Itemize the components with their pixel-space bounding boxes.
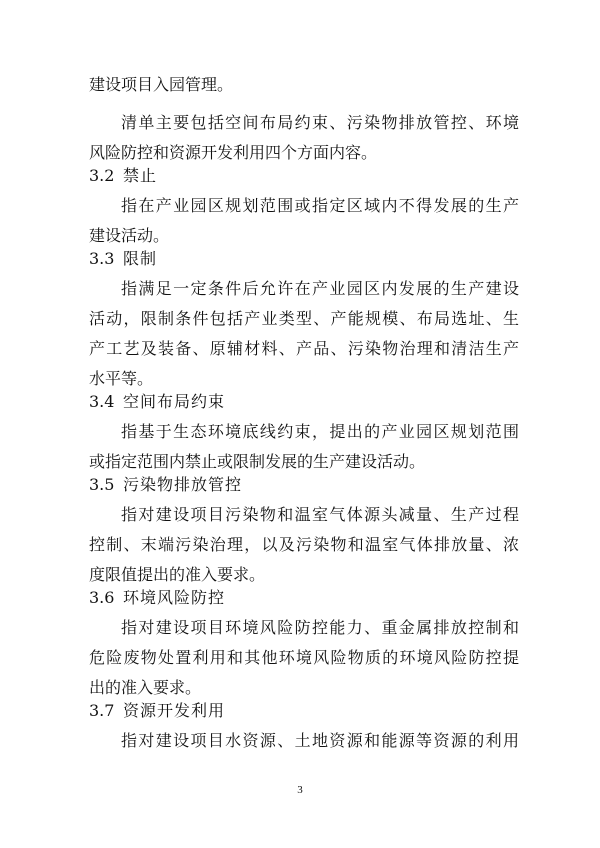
opening-line: 建设项目入园管理。 [89, 75, 234, 94]
section-heading [89, 475, 242, 495]
paragraph-line: 指对建设项目水资源、土地资源和能源等资源的利用 [121, 731, 519, 750]
section-heading [89, 166, 157, 186]
section-number: 3.2 [89, 166, 115, 185]
section-title: 环境风险防控 [123, 588, 226, 607]
page-number: 3 [297, 784, 303, 796]
section-number: 3.6 [89, 588, 115, 607]
paragraph-line: 活动，限制条件包括产业类型、产能规模、布局选址、生 [89, 309, 519, 328]
paragraph-line: 度限值提出的准入要求。 [89, 565, 266, 584]
section-number: 3.4 [89, 392, 115, 411]
paragraph-line: 控制、末端污染治理，以及污染物和温室气体排放量、浓 [89, 535, 519, 554]
section-heading [89, 392, 225, 412]
section-heading [89, 588, 225, 608]
section-heading [89, 701, 225, 721]
paragraph-line: 清单主要包括空间布局约束、污染物排放管控、环境 [121, 113, 519, 132]
paragraph-line: 指在产业园区规划范围或指定区域内不得发展的生产 [121, 196, 519, 215]
paragraph-line: 产工艺及装备、原辅材料、产品、污染物治理和清洁生产 [89, 339, 519, 358]
paragraph-line: 指对建设项目环境风险防控能力、重金属排放控制和 [121, 618, 519, 637]
section-title: 空间布局约束 [123, 392, 226, 411]
section-title: 限制 [123, 249, 158, 268]
section-number: 3.3 [89, 249, 115, 268]
section-title: 污染物排放管控 [123, 475, 243, 494]
paragraph-line: 指基于生态环境底线约束，提出的产业园区规划范围 [121, 422, 519, 441]
paragraph-line: 水平等。 [89, 369, 154, 388]
section-heading [89, 249, 157, 269]
paragraph-line: 风险防控和资源开发利用四个方面内容。 [89, 143, 378, 162]
paragraph-line: 指对建设项目污染物和温室气体源头减量、生产过程 [121, 505, 519, 524]
section-number: 3.7 [89, 701, 115, 720]
paragraph-line: 出的准入要求。 [89, 678, 202, 697]
paragraph-line: 危险废物处置利用和其他环境风险物质的环境风险防控提 [89, 648, 519, 667]
section-title: 禁止 [123, 166, 158, 185]
paragraph-line: 或指定范围内禁止或限制发展的生产建设活动。 [89, 452, 426, 471]
section-number: 3.5 [89, 475, 115, 494]
paragraph-line: 建设活动。 [89, 226, 170, 245]
paragraph-line: 指满足一定条件后允许在产业园区内发展的生产建设 [121, 279, 519, 298]
section-title: 资源开发利用 [123, 701, 226, 720]
